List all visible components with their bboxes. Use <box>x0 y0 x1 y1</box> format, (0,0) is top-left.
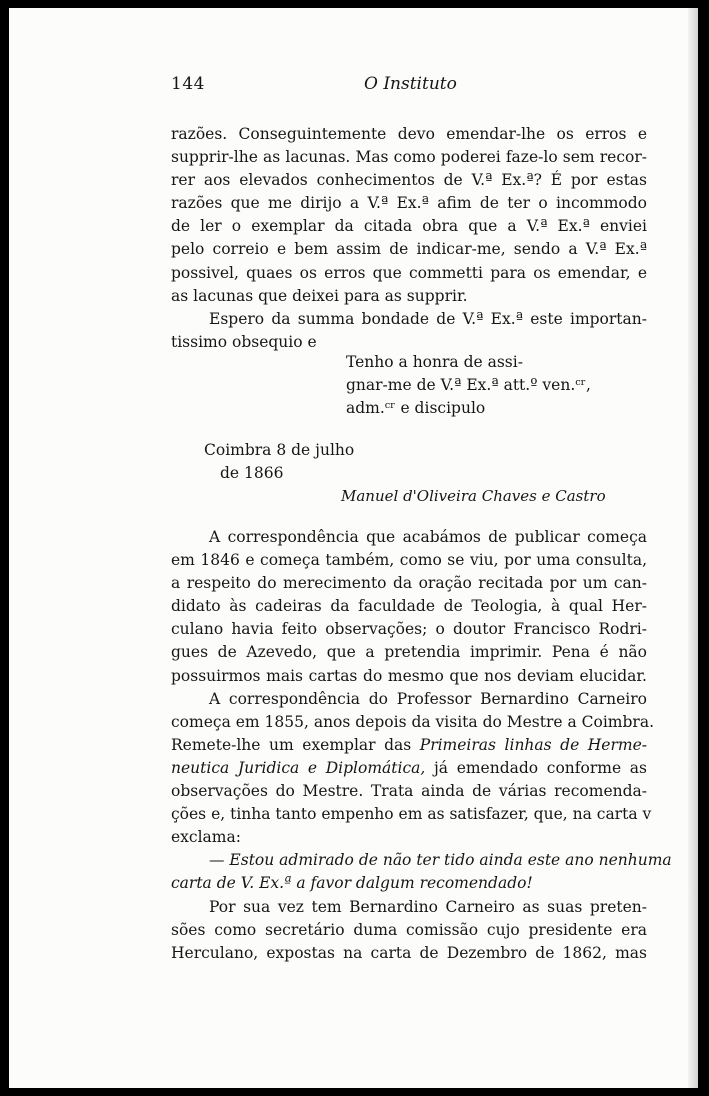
closing-line: gnar-me de V.ª Ex.ª att.º ven.ᶜʳ, <box>346 376 591 394</box>
quote-line: — Estou admirado de não ter tido ainda este ano nenhuma <box>209 851 672 870</box>
text-line: em 1846 e começa também, como se viu, por uma consulta, <box>171 551 647 570</box>
text-line: didato às cadeiras da faculdade de Teologia, à qual Her- <box>171 597 647 616</box>
text-line: rer aos elevados conhecimentos de V.ª Ex.ª? É por estas <box>171 171 647 190</box>
text-span: já emendado conforme as <box>425 758 647 777</box>
text-line <box>171 734 647 757</box>
text-line: Por sua vez tem Bernardino Carneiro as suas preten- <box>209 897 647 916</box>
text-line: supprir-lhe as lacunas. Mas como poderei faze-lo sem recor- <box>171 148 647 167</box>
closing-line: Tenho a honra de assi- <box>346 353 523 371</box>
page-edge-shadow <box>688 8 698 1088</box>
book-title-italic: neutica Juridica e Diplomática, <box>171 758 426 777</box>
text-line: exclama: <box>171 828 241 847</box>
letter-body <box>171 123 647 354</box>
text-line: a respeito do merecimento da oração recitada por um can- <box>171 574 647 593</box>
text-span: Remete-lhe um exemplar das <box>171 735 420 754</box>
text-line: Espero da summa bondade de V.ª Ex.ª este importan- <box>209 309 647 328</box>
text-line: A correspondência que acabámos de publicar começa <box>209 528 647 546</box>
text-line: ções e, tinha tanto empenho em as satisfazer, que, na carta v <box>171 805 652 824</box>
text-line: gues de Azevedo, que a pretendia imprimir. Pena é não <box>171 643 647 662</box>
page-number: 144 <box>171 74 205 94</box>
book-page <box>9 8 698 1088</box>
text-line: observações do Mestre. Trata ainda de várias recomenda- <box>171 782 647 801</box>
text-line: as lacunas que deixei para as supprir. <box>171 286 468 305</box>
running-title: O Instituto <box>364 74 457 94</box>
letter-date: de 1866 <box>220 464 284 482</box>
text-line: A correspondência do Professor Bernardino Carneiro <box>209 689 647 708</box>
text-line: possivel, quaes os erros que commetti para os emendar, e <box>171 263 647 282</box>
text-line: sões como secretário duma comissão cujo presidente era <box>171 920 647 939</box>
letter-place: Coimbra 8 de julho <box>204 441 355 459</box>
quote-line: carta de V. Ex.ª a favor dalgum recomendado! <box>171 874 533 893</box>
text-line: razões que me dirijo a V.ª Ex.ª afim de ter o incommodo <box>171 194 647 213</box>
letter-signature: Manuel d'Oliveira Chaves e Castro <box>341 487 606 505</box>
text-line: de ler o exemplar da citada obra que a V.ª Ex.ª enviei <box>171 217 647 236</box>
commentary-body <box>171 526 672 965</box>
text-line <box>171 757 647 780</box>
text-line: começa em 1855, anos depois da visita do Mestre a Coimbra. <box>171 712 654 731</box>
closing-line: adm.ᶜʳ e discipulo <box>346 399 486 417</box>
text-line: pelo correio e bem assim de indicar-me, sendo a V.ª Ex.ª <box>171 240 647 259</box>
text-line: Herculano, expostas na carta de Dezembro de 1862, mas <box>171 943 647 962</box>
book-title-italic: Primeiras linhas de Herme- <box>419 735 648 754</box>
text-line: razões. Conseguintemente devo emendar-lhe os erros e <box>171 125 647 143</box>
text-line: tissimo obsequio e <box>171 332 317 351</box>
text-line: possuirmos mais cartas do mesmo que nos deviam elucidar. <box>171 666 647 685</box>
text-line: culano havia feito observações; o doutor Francisco Rodri- <box>171 620 647 639</box>
